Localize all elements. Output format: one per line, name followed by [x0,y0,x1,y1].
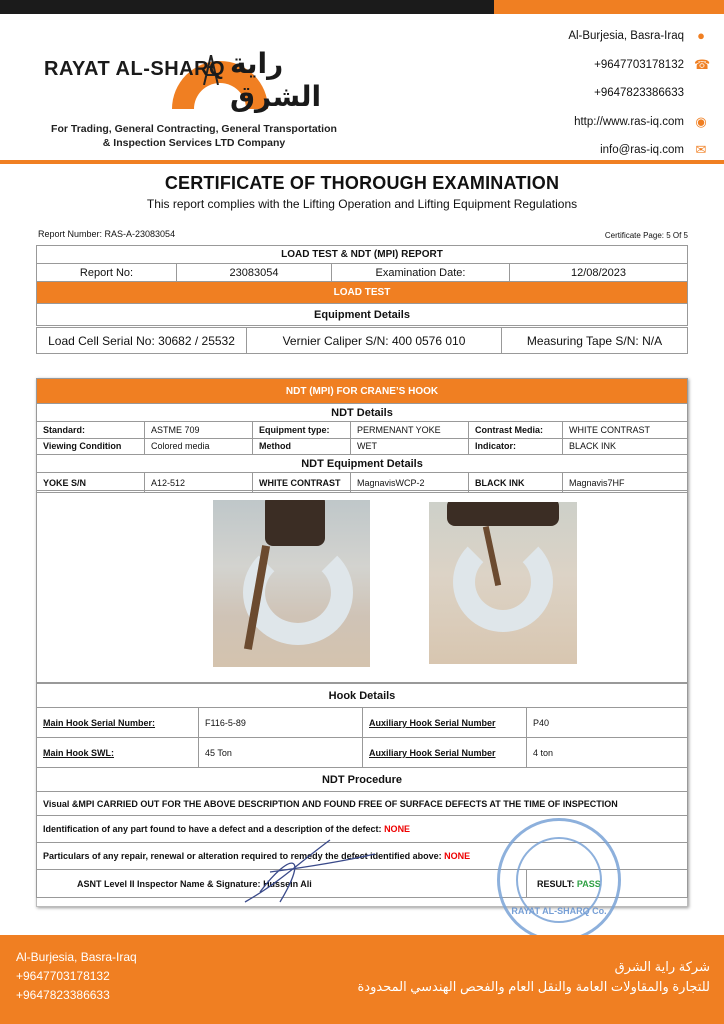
main-hook-swl-label: Main Hook SWL: [37,738,199,768]
result-value: PASS [576,878,601,889]
footer [0,935,724,1024]
header-divider [0,160,724,164]
ndt-procedure-heading: NDT Procedure [37,768,688,792]
equipment-type-value: PERMENANT YOKE [351,422,469,439]
phone-text: +9647703178132 [594,58,684,71]
phone-text-2: +9647823386633 [594,87,684,100]
globe-icon: ◉ [695,113,707,129]
top-bar [0,0,724,14]
hook-photos [36,490,688,683]
white-contrast-label: WHITE CONTRAST [253,473,351,493]
ndt-equipment-heading: NDT Equipment Details [37,455,688,473]
exam-date-value: 12/08/2023 [510,264,688,282]
top-bar-accent [494,0,724,14]
report-no-label: Report No: [37,264,177,282]
logo-english-text: RAYAT AL-SHARQ [44,58,226,80]
equipment-type-label: Equipment type: [253,422,351,439]
vernier-caliper-serial: Vernier Caliper S/N: 400 0576 010 [247,328,502,354]
email-link[interactable]: info@ras-iq.com [600,144,684,157]
page-subtitle: This report complies with the Lifting Operation and Lifting Equipment Regulations [146,197,578,211]
white-contrast-value: MagnavisWCP-2 [351,473,469,493]
load-cell-serial: Load Cell Serial No: 30682 / 25532 [37,328,247,354]
ndt-table [36,378,688,493]
method-value: WET [351,438,469,455]
location-pin-icon: ● [697,28,705,44]
address-text: Al-Burjesia, Basra-Iraq [568,30,684,43]
contact-list [568,22,711,165]
measuring-tape-serial: Measuring Tape S/N: N/A [502,328,688,354]
exam-date-label: Examination Date: [332,264,510,282]
ndt-details-heading: NDT Details [37,404,688,422]
procedure-line-3: Particulars of any repair, renewal or alteration required to remedy the defect identified above: NONE [37,843,688,870]
main-hook-swl-value: 45 Ton [199,738,363,768]
procedure-line-1: Visual &MPI CARRIED OUT FOR THE ABOVE DESCRIPTION AND FOUND FREE OF SURFACE DEFECTS AT THE TIME OF INSPECTION [37,792,688,816]
footer-arabic: شركة راية الشرق للتجارة والمقاولات العامة والنقل العام والفحص الهندسي المحدودة [357,959,710,994]
black-ink-label: BLACK INK [469,473,563,493]
logo-arabic-text: راية الشرق [230,48,322,112]
inspector-signature: ASNT Level II Inspector Name & Signature: Hussein Ali [37,870,527,898]
aux-hook-serial-label: Auxiliary Hook Serial Number [363,708,527,738]
certificate-page: Certificate Page: 5 Of 5 [604,231,688,240]
standard-value: ASTME 709 [145,422,253,439]
hook-details-heading: Hook Details [37,684,688,708]
page-title: CERTIFICATE OF THOROUGH EXAMINATION [164,173,560,193]
report-number: Report Number: RAS-A-23083054 [38,229,176,239]
inspector-signature-scribble [240,832,380,908]
viewing-condition-label: Viewing Condition [37,438,145,455]
black-ink-value: Magnavis7HF [563,473,688,493]
main-hook-serial-value: F116-5-89 [199,708,363,738]
contrast-media-label: Contrast Media: [469,422,563,439]
equipment-table [36,327,688,354]
load-test-bar: LOAD TEST [37,282,688,304]
indicator-value: BLACK INK [563,438,688,455]
main-hook-serial-label: Main Hook Serial Number: [37,708,199,738]
mail-icon: ✉ [695,142,707,158]
hook-photo-1 [213,500,370,667]
website-link[interactable]: http://www.ras-iq.com [574,115,684,128]
footer-contacts: Al-Burjesia, Basra-Iraq +9647703178132 +9647823386633 [16,950,137,1002]
inspector-name: Hussein Ali [263,878,312,889]
aux-hook-swl-value: 4 ton [527,738,688,768]
result-cell: RESULT: PASS [527,870,688,898]
yoke-value: A12-512 [145,473,253,493]
aux-hook-serial-value: P40 [527,708,688,738]
company-logo [44,25,354,112]
company-stamp: RAYAT AL-SHARQ Co. [497,818,621,942]
viewing-condition-value: Colored media [145,438,253,455]
company-tagline: For Trading, General Contracting, General Transportation & Inspection Services LTD Company [51,123,337,149]
report-table [36,245,688,326]
report-heading: LOAD TEST & NDT (MPI) REPORT [37,246,688,264]
report-no-value: 23083054 [177,264,332,282]
ndt-heading: NDT (MPI) FOR CRANE’S HOOK [37,379,688,404]
phone-icon: ☎ [694,56,711,72]
repair-value: NONE [444,851,471,861]
indicator-label: Indicator: [469,438,563,455]
defect-value: NONE [384,824,411,834]
standard-label: Standard: [37,422,145,439]
aux-hook-swl-label: Auxiliary Hook Serial Number [363,738,527,768]
method-label: Method [253,438,351,455]
equipment-details-heading: Equipment Details [37,304,688,326]
hook-photo-2 [429,502,577,664]
procedure-line-2: Identification of any part found to have a defect and a description of the defect: NONE [37,816,688,843]
yoke-label: YOKE S/N [37,473,145,493]
contrast-media-value: WHITE CONTRAST [563,422,688,439]
